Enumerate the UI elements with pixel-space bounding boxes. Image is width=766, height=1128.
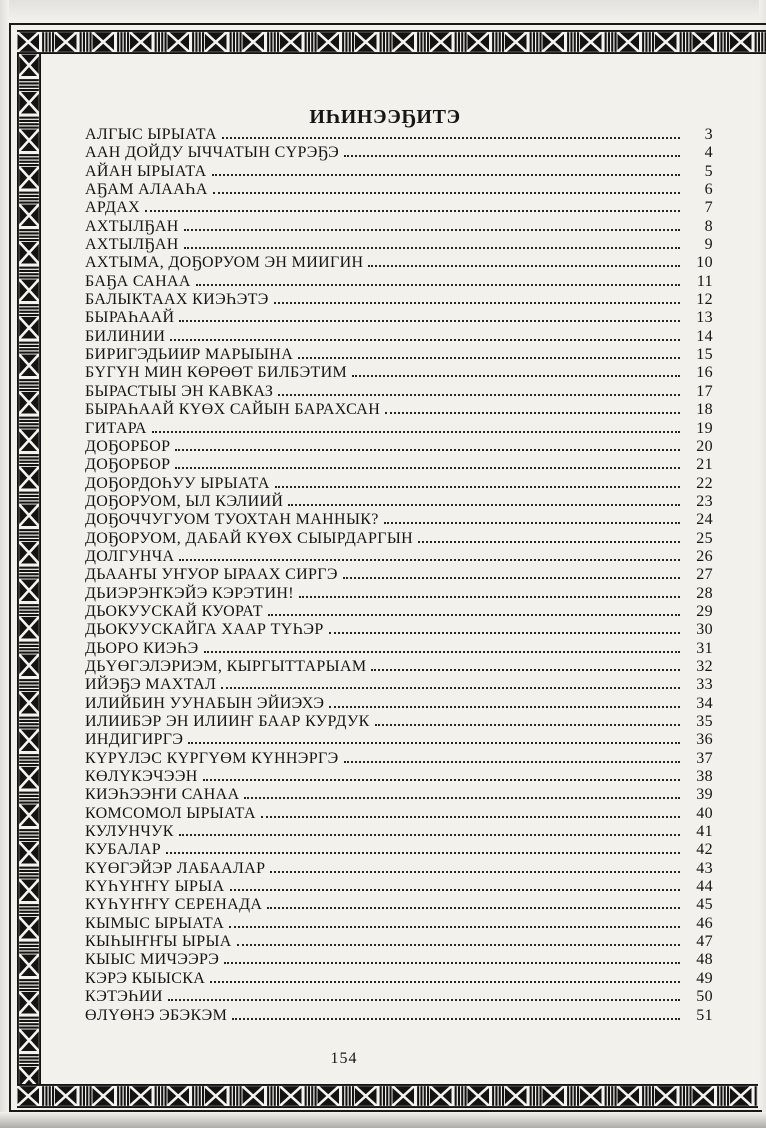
toc-entry [85, 236, 713, 254]
dot-leader [166, 852, 680, 854]
toc-entry-page: 8 [704, 217, 713, 235]
toc-entry [85, 1007, 713, 1025]
toc-entry-page: 49 [696, 969, 713, 987]
toc-entry-page: 9 [704, 236, 713, 254]
toc-entry [85, 163, 713, 181]
toc-entry-page: 45 [696, 896, 713, 914]
toc-entry [85, 896, 713, 914]
toc-entry-title: БҮГҮН МИН КӨРӨӨТ БИЛБЭТИМ [85, 364, 348, 382]
toc-entry-title: ДЬҮӨГЭЛЭРИЭМ, КЫРГЫТТАРЫАМ [85, 657, 367, 675]
toc-entry [85, 970, 713, 988]
toc-entry-title: КУБАЛАР [85, 841, 161, 859]
toc-entry-page: 44 [696, 878, 713, 896]
dot-leader [210, 981, 680, 983]
dot-leader [232, 1018, 680, 1020]
toc-entry-title: КОМСОМОЛ ЫРЫАТА [85, 804, 256, 822]
dot-leader [270, 871, 680, 873]
dot-leader [344, 155, 680, 157]
toc-entry [85, 951, 713, 969]
toc-entry-page: 10 [696, 254, 713, 272]
toc-entry-title: КУЛУНЧУК [85, 823, 174, 841]
toc-list [85, 126, 713, 1025]
dot-leader [275, 486, 680, 488]
toc-entry-page: 18 [696, 401, 713, 419]
toc-entry-title: КҮӨГЭЙЭР ЛАБААЛАР [85, 859, 266, 877]
toc-entry-page: 26 [696, 547, 713, 565]
toc-entry-page: 46 [696, 914, 713, 932]
toc-entry-page: 30 [696, 621, 713, 639]
toc-entry-page: 23 [696, 492, 713, 510]
dot-leader [179, 559, 680, 561]
toc-entry-page: 39 [696, 786, 713, 804]
toc-entry [85, 291, 713, 309]
toc-entry [85, 566, 713, 584]
toc-entry [85, 456, 713, 474]
dot-leader [371, 669, 680, 671]
toc-entry-page: 20 [696, 437, 713, 455]
dot-leader [221, 687, 680, 689]
toc-entry-title: КЫҺЫҤҤЫ ЫРЫА [85, 933, 232, 951]
toc-entry-title: КЫЫС МИЧЭЭРЭ [85, 951, 220, 969]
toc-entry-title: БЫРАСТЫЫ ЭН КАВКАЗ [85, 382, 274, 400]
dot-leader [329, 632, 680, 634]
toc-entry-title: КЭТЭҺИИ [85, 988, 163, 1006]
dot-leader [268, 614, 680, 616]
dot-leader [384, 522, 680, 524]
toc-entry-page: 4 [704, 144, 713, 162]
toc-entry-page: 17 [696, 382, 713, 400]
dot-leader [175, 467, 680, 469]
dot-leader [168, 999, 680, 1001]
toc-entry [85, 988, 713, 1006]
dot-leader [204, 651, 680, 653]
toc-entry [85, 548, 713, 566]
toc-entry-page: 16 [696, 364, 713, 382]
dot-leader [274, 302, 680, 304]
toc-entry [85, 713, 713, 731]
toc-entry-page: 47 [696, 933, 713, 951]
dot-leader [375, 724, 680, 726]
toc-entry-page: 50 [696, 988, 713, 1006]
toc-entry-page: 34 [696, 694, 713, 712]
toc-entry [85, 346, 713, 364]
toc-entry-title: ИЙЭҔЭ МАХТАЛ [85, 676, 217, 694]
toc-entry [85, 199, 713, 217]
dot-leader [352, 375, 680, 377]
dot-leader [230, 889, 680, 891]
toc-entry-title: АХТЫМА, ДОҔОРУОМ ЭН МИИГИН [85, 254, 364, 272]
dot-leader [267, 907, 680, 909]
dot-leader [418, 541, 680, 543]
toc-entry-page: 37 [696, 749, 713, 767]
toc-entry [85, 309, 713, 327]
toc-entry-title: КҮРҮЛЭС КҮРГҮӨМ КҮННЭРГЭ [85, 749, 339, 767]
dot-leader [329, 706, 680, 708]
toc-entry [85, 603, 713, 621]
toc-entry-page: 11 [696, 272, 713, 290]
scan-shadow-left [0, 0, 9, 1128]
toc-entry-title: БИРИГЭДЬИИР МАРЫЫНА [85, 346, 294, 364]
toc-entry-title: ДОҔОРУОМ, ДАБАЙ КҮӨХ СЫЫРДАРГЫН [85, 529, 414, 547]
toc-entry-title: ДЬААҤЫ УҤУОР ЫРААХ СИРГЭ [85, 566, 338, 584]
toc-entry-page: 15 [696, 346, 713, 364]
dot-leader [298, 357, 680, 359]
toc-entry-page: 31 [696, 639, 713, 657]
scan-shadow-bottom [0, 1112, 766, 1128]
toc-entry [85, 676, 713, 694]
toc-entry-page: 32 [696, 657, 713, 675]
toc-entry-title: БАЛЫКТААХ КИЭҺЭТЭ [85, 291, 269, 309]
dot-leader [229, 926, 680, 928]
toc-entry-title: ГИТАРА [85, 419, 147, 437]
toc-entry [85, 786, 713, 804]
toc-entry [85, 364, 713, 382]
toc-entry-page: 28 [696, 584, 713, 602]
dot-leader [368, 265, 680, 267]
toc-entry-page: 36 [696, 731, 713, 749]
toc-entry-title: ДЬОКУУСКАЙ КУОРАТ [85, 602, 263, 620]
dot-leader [222, 137, 680, 139]
toc-entry [85, 493, 713, 511]
dot-leader [237, 944, 680, 946]
dot-leader [385, 412, 680, 414]
toc-entry-page: 29 [696, 602, 713, 620]
outer-rule-top [9, 23, 766, 25]
toc-entry [85, 640, 713, 658]
toc-entry-title: БЫРАҺААЙ КҮӨХ САЙЫН БАРАХСАН [85, 401, 381, 419]
toc-entry-title: БАҔА САНАА [85, 272, 191, 290]
dot-leader [145, 210, 680, 212]
dot-leader [261, 816, 680, 818]
toc-entry-title: ИЛИИБЭР ЭН ИЛИИҤ БААР КУРДУК [85, 713, 370, 730]
dot-leader [212, 174, 680, 176]
dot-leader [244, 797, 680, 799]
toc-entry [85, 254, 713, 272]
toc-entry-page: 33 [696, 676, 713, 694]
toc-entry-page: 22 [696, 474, 713, 492]
toc-entry-page: 35 [696, 713, 713, 730]
toc-entry-title: ӨЛҮӨНЭ ЭБЭКЭМ [85, 1006, 228, 1024]
toc-entry-title: ДОҔОРДОҺУУ ЫРЫАТА [85, 474, 270, 492]
toc-entry-title: АҔАМ АЛААҺА [85, 181, 208, 199]
toc-entry-page: 5 [704, 162, 713, 180]
toc-entry-page: 25 [696, 529, 713, 547]
toc-entry-page: 40 [696, 804, 713, 822]
toc-entry-page: 48 [696, 951, 713, 969]
dot-leader [344, 761, 681, 763]
toc-entry-page: 24 [696, 511, 713, 529]
toc-entry-title: КӨЛҮКЭЧЭЭН [85, 768, 198, 786]
toc-entry [85, 658, 713, 676]
toc-entry [85, 768, 713, 786]
ornament-border-top [17, 30, 766, 54]
toc-entry [85, 511, 713, 529]
toc-entry-title: АХТЫЛҔАН [85, 217, 179, 235]
toc-entry-page: 3 [704, 126, 713, 143]
toc-entry-page: 27 [696, 566, 713, 584]
toc-entry-title: КҮҺҮҤҤҮ ЫРЫА [85, 878, 225, 896]
toc-entry [85, 933, 713, 951]
toc-entry-title: ДОЛГУНЧА [85, 547, 175, 565]
dot-leader [278, 394, 680, 396]
dot-leader [184, 229, 680, 231]
toc-entry-page: 21 [696, 456, 713, 474]
toc-entry [85, 731, 713, 749]
dot-leader [188, 742, 680, 744]
toc-entry-title: ААН ДОЙДУ ЫЧЧАТЫН СҮРЭҔЭ [85, 144, 340, 162]
toc-entry [85, 475, 713, 493]
dot-leader [288, 504, 680, 506]
toc-entry-title: ДОҔОРУОМ, ЫЛ КЭЛИИЙ [85, 492, 284, 510]
outer-rule-left [9, 23, 11, 1112]
toc-entry [85, 841, 713, 859]
toc-entry-page: 42 [696, 841, 713, 859]
toc-entry [85, 181, 713, 199]
toc-entry-title: КИЭҺЭЭҤИ САНАА [85, 786, 240, 804]
toc-entry [85, 915, 713, 933]
toc-entry-title: АХТЫЛҔАН [85, 236, 179, 254]
toc-entry [85, 383, 713, 401]
scan-shadow-top [0, 0, 766, 22]
toc-entry-title: АЛГЫС ЫРЫАТА [85, 126, 217, 143]
dot-leader [203, 779, 680, 781]
toc-entry [85, 126, 713, 144]
toc-entry-page: 43 [696, 859, 713, 877]
ornament-border-bottom [17, 1084, 758, 1108]
page-number: 154 [330, 1050, 358, 1067]
toc-entry-title: АЙАН ЫРЫАТА [85, 162, 207, 180]
toc-entry-title: ДЬОКУУСКАЙГА ХААР ТҮҺЭР [85, 621, 324, 639]
toc-entry-title: КЫМЫС ЫРЫАТА [85, 914, 225, 932]
dot-leader [179, 320, 680, 322]
toc-entry [85, 420, 713, 438]
dot-leader [343, 577, 680, 579]
toc-entry [85, 695, 713, 713]
toc-entry [85, 823, 713, 841]
dot-leader [184, 247, 680, 249]
toc-entry [85, 438, 713, 456]
outer-rule-bottom [9, 1110, 762, 1112]
dot-leader [175, 449, 680, 451]
toc-entry [85, 621, 713, 639]
toc-entry-title: АРДАХ [85, 199, 141, 217]
toc-entry-page: 38 [696, 768, 713, 786]
toc-entry-title: БИЛИНИИ [85, 327, 166, 345]
toc-entry-title: ДЬОРО КИЭҺЭ [85, 639, 199, 657]
toc-entry [85, 860, 713, 878]
toc-entry-page: 51 [696, 1006, 713, 1024]
toc-entry [85, 144, 713, 162]
toc-entry-title: ДЬИЭРЭҤКЭЙЭ КЭРЭТИН! [85, 584, 294, 602]
dot-leader [152, 431, 680, 433]
toc-entry-title: БЫРАҺААЙ [85, 309, 175, 327]
toc-entry-page: 13 [696, 309, 713, 327]
dot-leader [213, 192, 680, 194]
dot-leader [196, 284, 680, 286]
toc-entry-title: ДОҔОЧЧУГУОМ ТУОХТАН МАННЫК? [85, 511, 379, 529]
toc-entry [85, 805, 713, 823]
dot-leader [170, 339, 680, 341]
dot-leader [224, 962, 680, 964]
toc-entry-title: ДОҔОРБОР [85, 437, 171, 455]
toc-entry-title: ДОҔОРБОР [85, 456, 171, 474]
toc-entry-title: КЭРЭ КЫЫСКА [85, 969, 206, 987]
dot-leader [299, 596, 680, 598]
toc-entry [85, 585, 713, 603]
toc-entry-title: ИЛИЙБИН УУНАБЫН ЭЙИЭХЭ [85, 694, 325, 712]
toc-entry [85, 273, 713, 291]
toc-entry-title: ИНДИГИРГЭ [85, 731, 184, 749]
toc-entry-page: 6 [704, 181, 713, 199]
page-title: ИҺИНЭЭҔИТЭ [309, 106, 461, 129]
scan-shadow-right [759, 0, 766, 1128]
toc-entry [85, 218, 713, 236]
toc-entry-page: 7 [704, 199, 713, 217]
toc-entry-page: 14 [696, 327, 713, 345]
toc-entry-page: 19 [696, 419, 713, 437]
toc-entry [85, 328, 713, 346]
ornament-border-left [17, 54, 41, 1084]
dot-leader [179, 834, 680, 836]
toc-entry-page: 12 [696, 291, 713, 309]
toc-entry [85, 878, 713, 896]
toc-entry-page: 41 [696, 823, 713, 841]
toc-entry [85, 401, 713, 419]
toc-entry [85, 530, 713, 548]
toc-entry [85, 750, 713, 768]
toc-entry-title: КҮҺҮҤҤҮ СЕРЕНАДА [85, 896, 263, 914]
